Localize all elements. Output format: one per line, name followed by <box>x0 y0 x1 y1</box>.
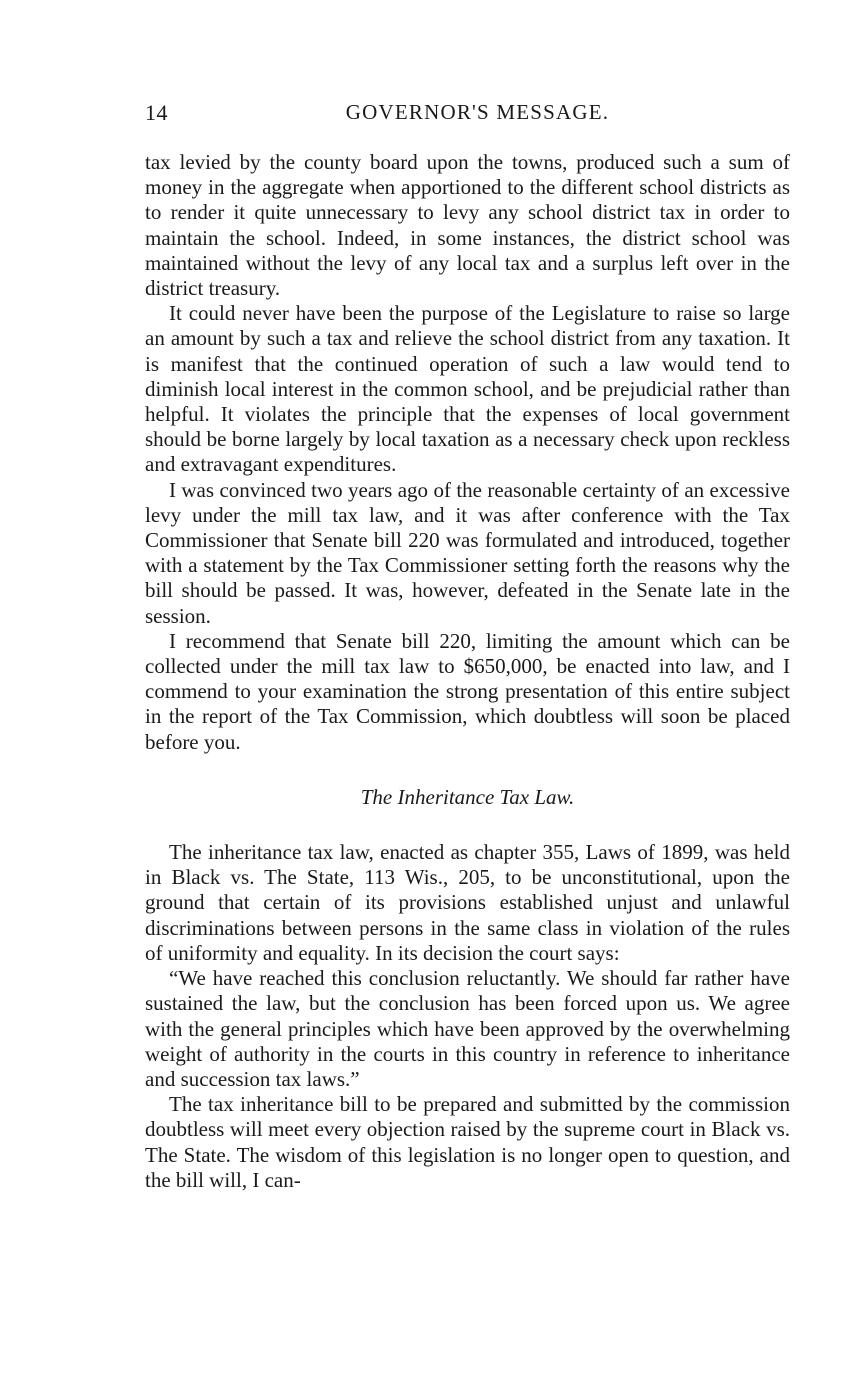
running-title: GOVERNOR'S MESSAGE. <box>345 100 610 124</box>
section-heading: The Inheritance Tax Law. <box>360 784 575 809</box>
paragraph: I recommend that Senate bill 220, limiting the amount which can be collected under the mill tax law to $650,000, be enacted into law, and I commend to your examination the strong presentation of this entire subject in the report of the Tax Commission, which doubtless will soon be placed before you. <box>145 628 790 754</box>
paragraph: tax levied by the county board upon the towns, produced such a sum of money in the aggregate when apportioned to the different school districts as to render it quite unnecessary to levy any school district tax in order to maintain the school. Indeed, in some instances, the district school was maintained without the levy of any local tax and a surplus left over in the district treasury. <box>145 150 790 301</box>
paragraph: The tax inheritance bill to be prepared and submitted by the commission doubtless will meet every objection raised by the supreme court in Black vs. The State. The wisdom of this legislation is no longer open to question, and the bill will, I can- <box>145 1092 790 1192</box>
paragraph: It could never have been the purpose of the Legislature to raise so large an amount by such a tax and relieve the school district from any taxation. It is manifest that the continued operation of such a law would tend to diminish local interest in the common school, and be prejudicial rather than helpful. It violates the principle that the expenses of local government should be borne largely by local taxation as a necessary check upon reckless and extravagant expenditures. <box>145 301 790 477</box>
page-number: 14 <box>145 100 168 125</box>
body-text <box>145 150 790 1193</box>
page-header <box>145 100 790 132</box>
quoted-paragraph: “We have reached this conclusion reluctantly. We should far rather have sustained the law, but the conclusion has been forced upon us. We agree with the general principles which have been approved by the overwhelming weight of authority in the courts in this country in reference to inheritance and succession tax laws.” <box>145 966 790 1091</box>
paragraph: The inheritance tax law, enacted as chapter 355, Laws of 1899, was held in Black vs. The State, 113 Wis., 205, to be unconstitutional, upon the ground that certain of its provisions established unjust and unlawful discriminations between persons in the same class in violation of the rules of uniformity and equality. In its decision the court says: <box>145 840 790 965</box>
paragraph: I was convinced two years ago of the reasonable certainty of an excessive levy under the mill tax law, and it was after conference with the Tax Commissioner that Senate bill 220 was formulated and introduced, together with a statement by the Tax Commissioner setting forth the reasons why the bill should be passed. It was, however, defeated in the Senate late in the session. <box>145 477 790 628</box>
